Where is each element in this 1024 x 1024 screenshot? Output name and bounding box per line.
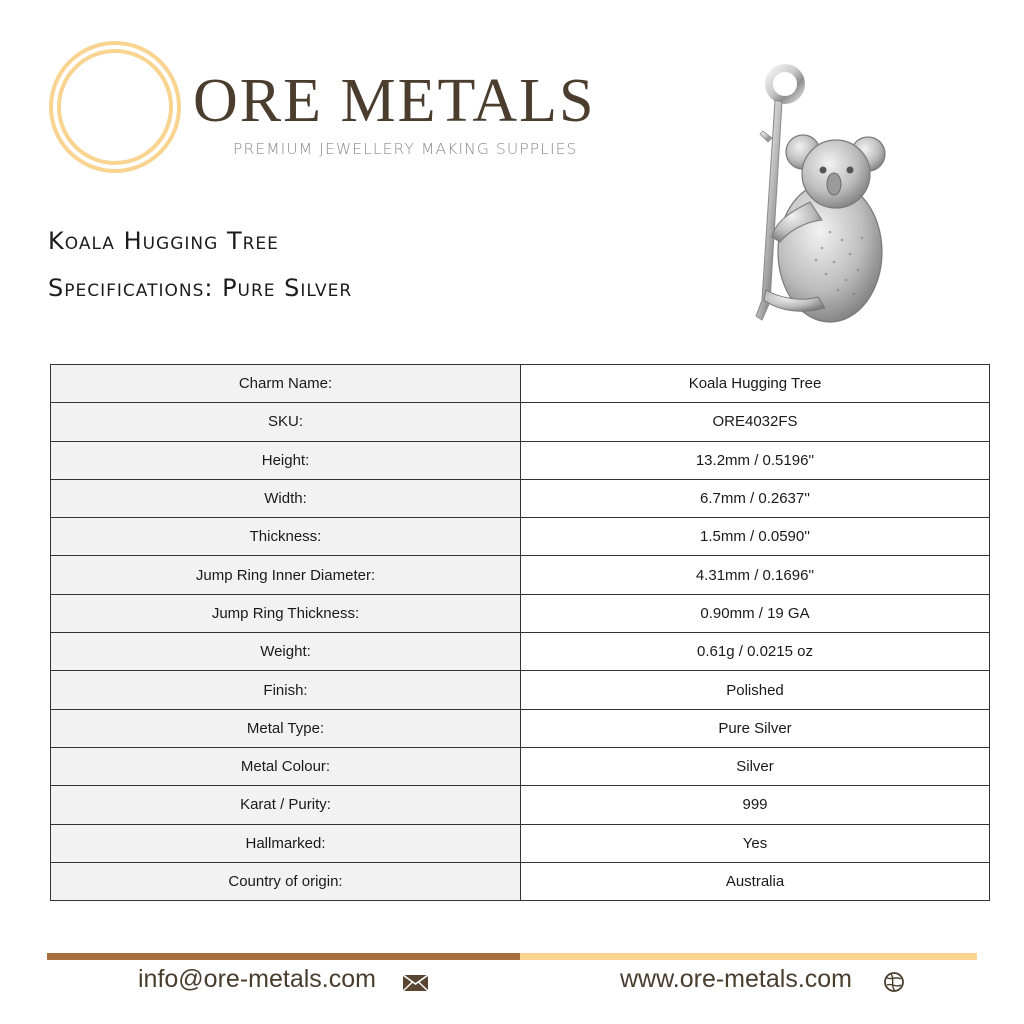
spec-label: Finish:: [51, 671, 521, 709]
spec-label: Width:: [51, 479, 521, 517]
spec-value: Koala Hugging Tree: [521, 365, 990, 403]
spec-label: Charm Name:: [51, 365, 521, 403]
spec-value: 999: [521, 786, 990, 824]
specifications-subtitle: Specifications: Pure Silver: [48, 274, 353, 302]
globe-icon: [883, 971, 905, 993]
specifications-table: [50, 364, 990, 901]
table-row: [51, 824, 990, 862]
footer-bar-left: [47, 953, 520, 960]
spec-value: 1.5mm / 0.0590'': [521, 518, 990, 556]
spec-value: ORE4032FS: [521, 403, 990, 441]
spec-label: Weight:: [51, 633, 521, 671]
table-row: [51, 441, 990, 479]
brand-tagline: PREMIUM JEWELLERY MAKING SUPPLIES: [233, 140, 578, 158]
spec-value: 0.61g / 0.0215 oz: [521, 633, 990, 671]
spec-value: Australia: [521, 862, 990, 900]
spec-value: 0.90mm / 19 GA: [521, 594, 990, 632]
spec-label: Jump Ring Thickness:: [51, 594, 521, 632]
spec-value: Polished: [521, 671, 990, 709]
spec-label: Karat / Purity:: [51, 786, 521, 824]
table-row: [51, 633, 990, 671]
koala-charm-image: [730, 62, 890, 330]
spec-value: Yes: [521, 824, 990, 862]
table-row: [51, 594, 990, 632]
table-row: [51, 479, 990, 517]
spec-label: Metal Type:: [51, 709, 521, 747]
spec-label: Height:: [51, 441, 521, 479]
spec-value: 6.7mm / 0.2637'': [521, 479, 990, 517]
table-row: [51, 556, 990, 594]
spec-label: SKU:: [51, 403, 521, 441]
product-title: Koala Hugging Tree: [48, 227, 279, 255]
footer-website-link[interactable]: www.ore-metals.com: [620, 965, 852, 993]
spec-label: Country of origin:: [51, 862, 521, 900]
footer-bar-right: [520, 953, 977, 960]
spec-value: Silver: [521, 747, 990, 785]
spec-label: Metal Colour:: [51, 747, 521, 785]
table-row: [51, 747, 990, 785]
spec-value: Pure Silver: [521, 709, 990, 747]
spec-label: Thickness:: [51, 518, 521, 556]
brand-name: ORE METALS: [193, 67, 596, 135]
mail-icon: [403, 975, 428, 991]
table-row: [51, 671, 990, 709]
table-row: [51, 709, 990, 747]
table-row: [51, 365, 990, 403]
spec-value: 4.31mm / 0.1696'': [521, 556, 990, 594]
spec-label: Jump Ring Inner Diameter:: [51, 556, 521, 594]
footer-email-link[interactable]: info@ore-metals.com: [138, 965, 376, 993]
table-row: [51, 786, 990, 824]
spec-value: 13.2mm / 0.5196'': [521, 441, 990, 479]
spec-label: Hallmarked:: [51, 824, 521, 862]
table-row: [51, 862, 990, 900]
table-row: [51, 403, 990, 441]
logo-ring-inner: [57, 49, 173, 165]
table-row: [51, 518, 990, 556]
